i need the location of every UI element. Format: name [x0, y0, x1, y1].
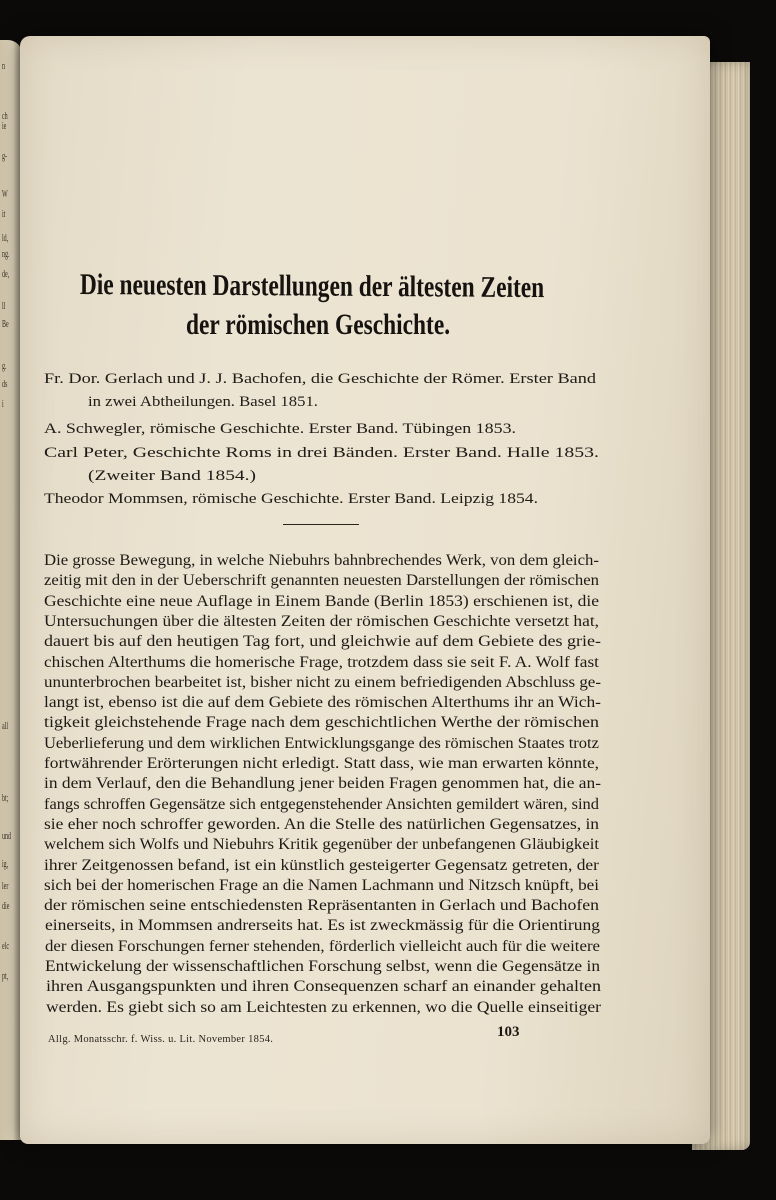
body-line: chischen Alterthums die homerische Frage, trotzdem dass sie seit F. A. Wolf fast: [44, 653, 599, 671]
left-page-fragment: ie: [2, 120, 7, 132]
body-line: der römischen seine entschiedensten Repräsentanten in Gerlach und Bachofen: [44, 897, 600, 915]
left-page-fragment: g-: [2, 150, 8, 162]
left-page-fragment: n: [2, 60, 6, 72]
body-line: werden. Es giebt sich so am Leichtesten zu erkennen, wo die Quelle einseitiger: [45, 998, 601, 1016]
left-page-fragment: elc: [2, 940, 10, 952]
title-line-1: Die neuesten Darstellungen der ältesten Zeiten: [79, 268, 545, 305]
body-line: Entwickelung der wissenschaftlichen Forschung selbst, wenn die Gegensätze in: [45, 958, 601, 975]
left-page-fragment: ng.: [2, 248, 10, 260]
reference-line: A. Schwegler, römische Geschichte. Erster Band. Tübingen 1853.: [44, 421, 517, 437]
body-line: der diesen Forschungen ferner stehenden, förderlich vielleicht auch für die weitere: [44, 937, 600, 955]
title-line-2: der römischen Geschichte.: [186, 308, 451, 341]
left-page-fragment: bt;: [2, 792, 9, 804]
body-line: zeitig mit den in der Ueberschrift genannten neuesten Darstellungen der römischen: [44, 572, 600, 590]
body-line: fangs schroffen Gegensätze sich entgegenstehender Ansichten gemildert wären, sind: [44, 795, 599, 813]
body-line: ununterbrochen bearbeitet ist, bisher nicht zu einem befriedigenden Abschluss ge-: [44, 673, 601, 691]
left-page-fragment: de,: [2, 268, 10, 280]
body-line: langt ist, ebenso ist die auf dem Gebiete des römischen Alterthums ihr an Wich-: [44, 694, 602, 712]
left-page-fragment: ler: [2, 880, 9, 892]
reference-line: in zwei Abtheilungen. Basel 1851.: [88, 394, 318, 410]
left-page-fragment: pt,: [2, 970, 9, 982]
body-line: einerseits, in Mommsen andrerseits hat. Es ist zweckmässig für die Orientirung: [44, 917, 600, 935]
body-line: welchem sich Wolfs und Niebuhrs Kritik gegenüber der unbefangenen Gläubigkeit: [44, 836, 600, 854]
body-line: Geschichte eine neue Auflage in Einem Bande (Berlin 1853) erschienen ist, die: [44, 592, 599, 610]
body-line: dauert bis auf den heutigen Tag fort, und gleichwie auf dem Gebiete des grie-: [44, 633, 601, 651]
body-line: Ueberlieferung und dem wirklichen Entwicklungsgange des römischen Staates trotz: [44, 734, 599, 752]
body-line: ihrer Zeitgenossen befand, ist ein künstlich gesteigerter Gegensatz getreten, der: [44, 856, 600, 874]
body-line: sich bei der homerischen Frage an die Namen Lachmann und Nitzsch knüpft, bei: [44, 876, 599, 894]
left-page-fragment: ll: [2, 300, 6, 312]
journal-footer: Allg. Monatsschr. f. Wiss. u. Lit. November 1854.: [48, 1034, 274, 1045]
body-line: Die grosse Bewegung, in welche Niebuhrs bahnbrechendes Werk, von dem gleich-: [44, 552, 599, 569]
body-line: fortwährender Erörterungen nicht erledigt. Statt dass, wie man erwarten könnte,: [44, 755, 600, 772]
reference-line: Theodor Mommsen, römische Geschichte. Erster Band. Leipzig 1854.: [44, 491, 539, 507]
left-page-fragment: W: [2, 188, 8, 200]
page-number: 103: [497, 1024, 520, 1040]
left-page-fragment: g.: [2, 360, 7, 372]
body-line: in dem Verlauf, den die Behandlung jener beiden Fragen genommen hat, die an-: [44, 775, 601, 793]
separator-rule: [283, 524, 359, 525]
body-line: sie eher noch schroffer geworden. An die Stelle des natürlichen Gegensatzes, in: [44, 815, 600, 833]
left-page-fragment: die: [2, 900, 10, 912]
reference-line: Carl Peter, Geschichte Roms in drei Bänden. Erster Band. Halle 1853.: [44, 445, 600, 461]
reference-line: Fr. Dor. Gerlach und J. J. Bachofen, die Geschichte der Römer. Erster Band: [44, 371, 597, 387]
left-page-fragment: all: [2, 720, 9, 732]
left-page-fragment: ld,: [2, 232, 9, 244]
left-page-fragment: Be: [2, 318, 9, 330]
body-line: tigkeit gleichstehende Frage nach dem geschichtlichen Werthe der römischen: [44, 714, 600, 732]
body-line: Untersuchungen über die ältesten Zeiten der römischen Geschichte versetzt hat,: [44, 612, 600, 630]
left-page-fragment: i: [2, 398, 4, 410]
left-page-edge: [0, 40, 22, 1140]
reference-line: (Zweiter Band 1854.): [88, 468, 256, 484]
left-page-fragment: ig,: [2, 858, 9, 870]
left-page-fragment: ch: [2, 110, 8, 122]
body-line: ihren Ausgangspunkten und ihren Consequenzen scharf an einander gehalten: [45, 978, 601, 996]
left-page-fragment: und: [2, 830, 12, 842]
left-page-fragment: ds: [2, 378, 8, 390]
left-page-fragment: it: [2, 208, 6, 220]
